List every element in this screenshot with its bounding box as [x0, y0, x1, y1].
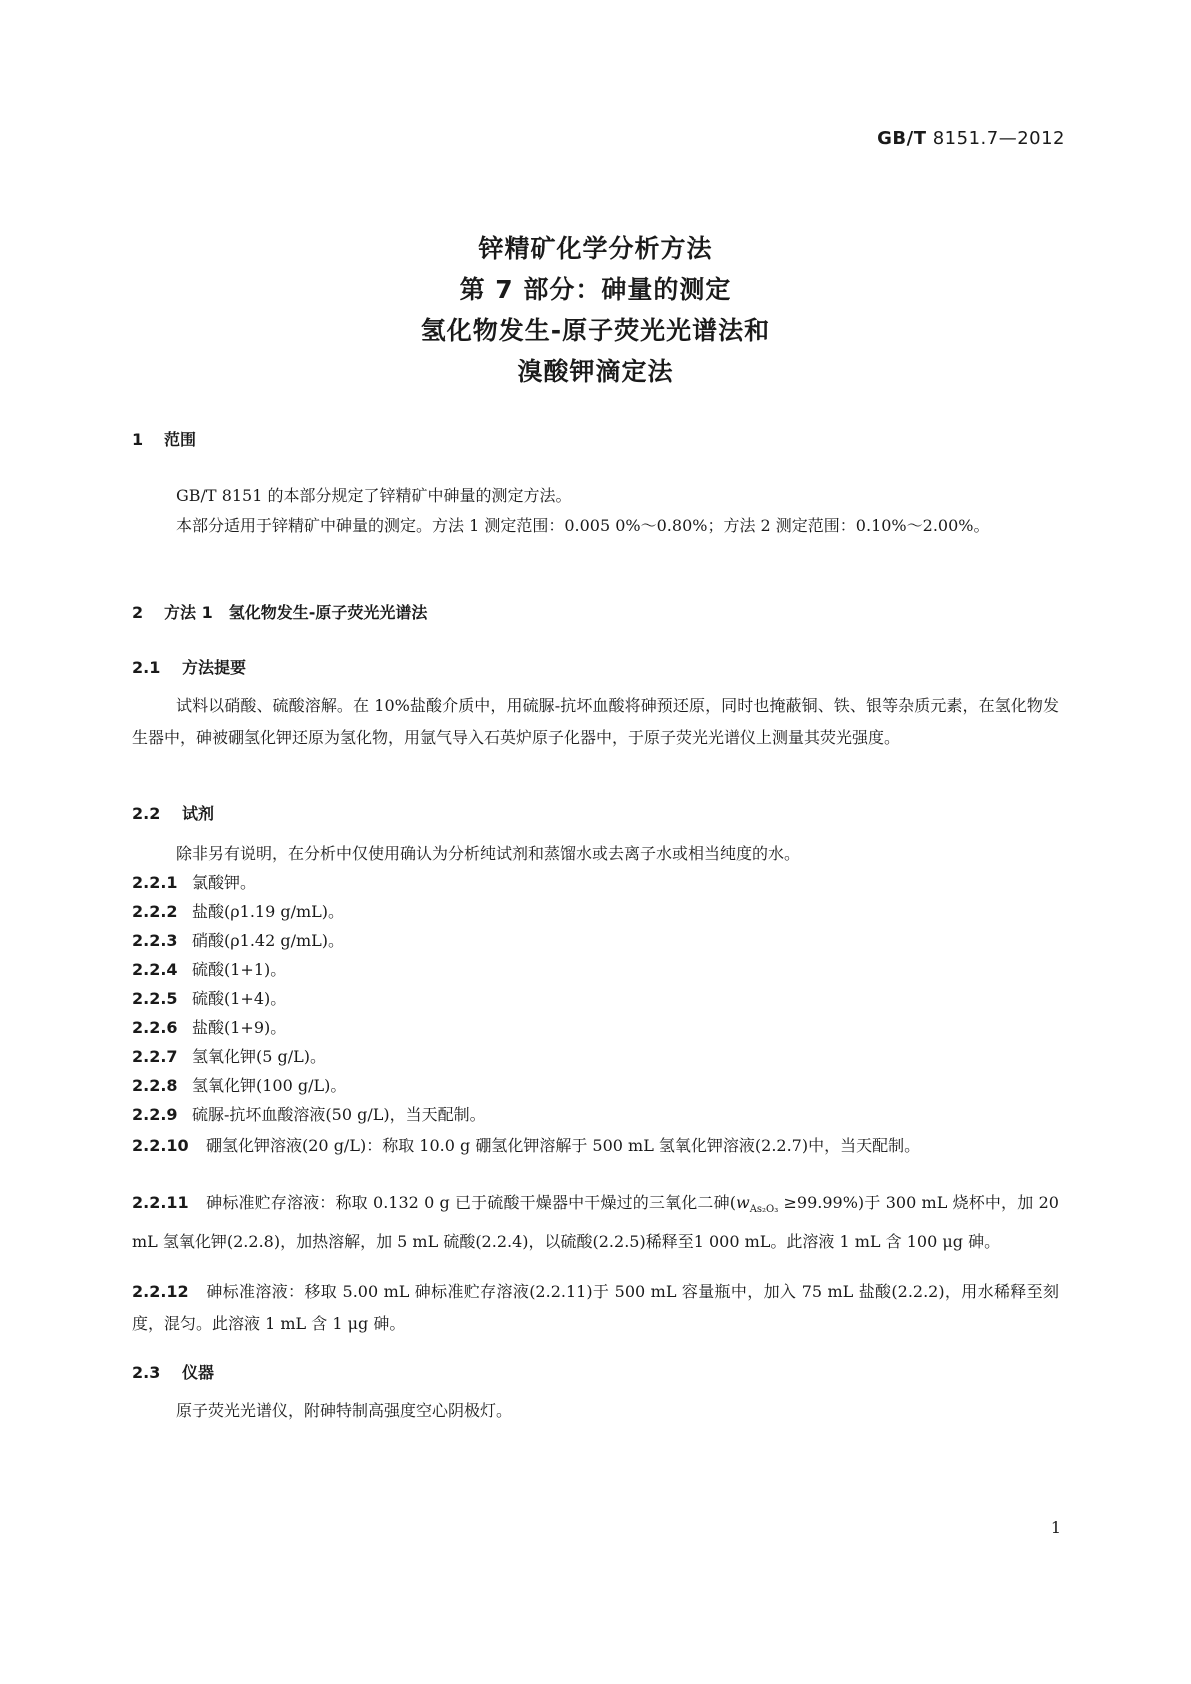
- item-number: 2.2.10: [132, 1136, 189, 1155]
- item-number: 2.2.12: [132, 1282, 189, 1301]
- document-title: [0, 228, 1191, 392]
- item-text-b: ≥99.99%)于 300 mL 烧杯中，加 20 mL 氢氧化钾(2.2.8)，加热溶解，加 5 mL 硫酸(2.2.4)，以硫酸(2.2.5)稀释至1 000 mL。此溶液 1 mL 含 100 μg 砷。: [132, 1193, 1059, 1252]
- section-2-3-paragraph: 原子荧光光谱仪，附砷特制高强度空心阴极灯。: [176, 1401, 513, 1420]
- section-title: 试剂: [182, 804, 215, 823]
- reagent-item: [132, 1099, 1059, 1131]
- title-line-2: 第 7 部分：砷量的测定: [459, 275, 732, 304]
- section-number: 1: [132, 430, 144, 449]
- reagent-item: [132, 954, 1059, 986]
- section-2-2-heading: [132, 801, 214, 824]
- item-text: 氯酸钾。: [192, 873, 257, 892]
- reagent-item: [132, 1276, 1059, 1340]
- item-number: 2.2.7: [132, 1047, 178, 1066]
- reagent-item: [132, 867, 1059, 899]
- section-title: 方法提要: [182, 658, 247, 677]
- reagent-item: [132, 896, 1059, 928]
- item-number: 2.2.6: [132, 1018, 178, 1037]
- item-text: 氢氧化钾(5 g/L)。: [192, 1047, 327, 1066]
- section-number: 2.1: [132, 658, 161, 677]
- title-line-3: 氢化物发生-原子荧光光谱法和: [420, 316, 771, 345]
- standard-number: [877, 128, 1065, 149]
- mass-fraction-symbol: w: [735, 1193, 750, 1212]
- section-2-1-paragraph: 试料以硝酸、硫酸溶解。在 10%盐酸介质中，用硫脲-抗坏血酸将砷预还原，同时也掩蔽铜、铁、银等杂质元素，在氢化物发生器中，砷被硼氢化钾还原为氢化物，用氩气导入石英炉原子化器中，于原子荧光光谱仪上测量其荧光强度。: [132, 696, 1059, 747]
- section-1-heading: [132, 427, 196, 450]
- reagent-item: [132, 925, 1059, 957]
- item-number: 2.2.3: [132, 931, 178, 950]
- item-text: 硝酸(ρ1.42 g/mL)。: [192, 931, 345, 950]
- reagent-item: [132, 1187, 1059, 1258]
- item-number: 2.2.4: [132, 960, 178, 979]
- item-text: 硼氢化钾溶液(20 g/L)：称取 10.0 g 硼氢化钾溶解于 500 mL 氢氧化钾溶液(2.2.7)中，当天配制。: [206, 1136, 921, 1155]
- item-text: 盐酸(ρ1.19 g/mL)。: [192, 902, 345, 921]
- reagent-item: [132, 1130, 1059, 1162]
- item-text: 硫脲-抗坏血酸溶液(50 g/L)，当天配制。: [192, 1105, 486, 1124]
- reagent-item: [132, 1041, 1059, 1073]
- item-number: 2.2.11: [132, 1193, 189, 1212]
- section-title: 仪器: [182, 1363, 215, 1382]
- item-text: 氢氧化钾(100 g/L)。: [192, 1076, 347, 1095]
- section-number: 2.2: [132, 804, 161, 823]
- title-line-4: 溴酸钾滴定法: [517, 357, 674, 386]
- mass-fraction-subscript: As₂O₃: [749, 1204, 779, 1216]
- title-line-1: 锌精矿化学分析方法: [478, 234, 713, 263]
- item-number: 2.2.8: [132, 1076, 178, 1095]
- section-2-1-heading: [132, 655, 246, 678]
- item-text: 盐酸(1+9)。: [192, 1018, 287, 1037]
- reagent-item: [132, 1070, 1059, 1102]
- item-text-a: 砷标准贮存溶液：称取 0.132 0 g 已于硫酸干燥器中干燥过的三氧化二砷(: [206, 1193, 736, 1212]
- standard-prefix: GB/T: [877, 128, 927, 149]
- page-number: 1: [1050, 1518, 1061, 1537]
- section-number: 2: [132, 603, 144, 622]
- standard-code: 8151.7—2012: [926, 128, 1065, 149]
- section-2-heading: [132, 600, 427, 623]
- section-title: 范围: [164, 430, 197, 449]
- section-1-paragraph-2: 本部分适用于锌精矿中砷量的测定。方法 1 测定范围：0.005 0%～0.80%；方法 2 测定范围：0.10%～2.00%。: [176, 516, 990, 535]
- item-number: 2.2.9: [132, 1105, 178, 1124]
- item-number: 2.2.1: [132, 873, 178, 892]
- section-2-3-heading: [132, 1360, 214, 1383]
- item-text: 硫酸(1+4)。: [192, 989, 287, 1008]
- reagent-item: [132, 1012, 1059, 1044]
- section-1-paragraph-1: GB/T 8151 的本部分规定了锌精矿中砷量的测定方法。: [176, 486, 572, 505]
- item-number: 2.2.5: [132, 989, 178, 1008]
- section-number: 2.3: [132, 1363, 161, 1382]
- section-2-2-intro: 除非另有说明，在分析中仅使用确认为分析纯试剂和蒸馏水或去离子水或相当纯度的水。: [176, 844, 801, 863]
- item-number: 2.2.2: [132, 902, 178, 921]
- section-title: 方法 1 氢化物发生-原子荧光光谱法: [164, 603, 428, 622]
- item-text: 硫酸(1+1)。: [192, 960, 287, 979]
- reagent-item: [132, 983, 1059, 1015]
- item-text: 砷标准溶液：移取 5.00 mL 砷标准贮存溶液(2.2.11)于 500 mL 容量瓶中，加入 75 mL 盐酸(2.2.2)，用水稀释至刻度，混匀。此溶液 1 mL 含 1 μg 砷。: [132, 1282, 1059, 1333]
